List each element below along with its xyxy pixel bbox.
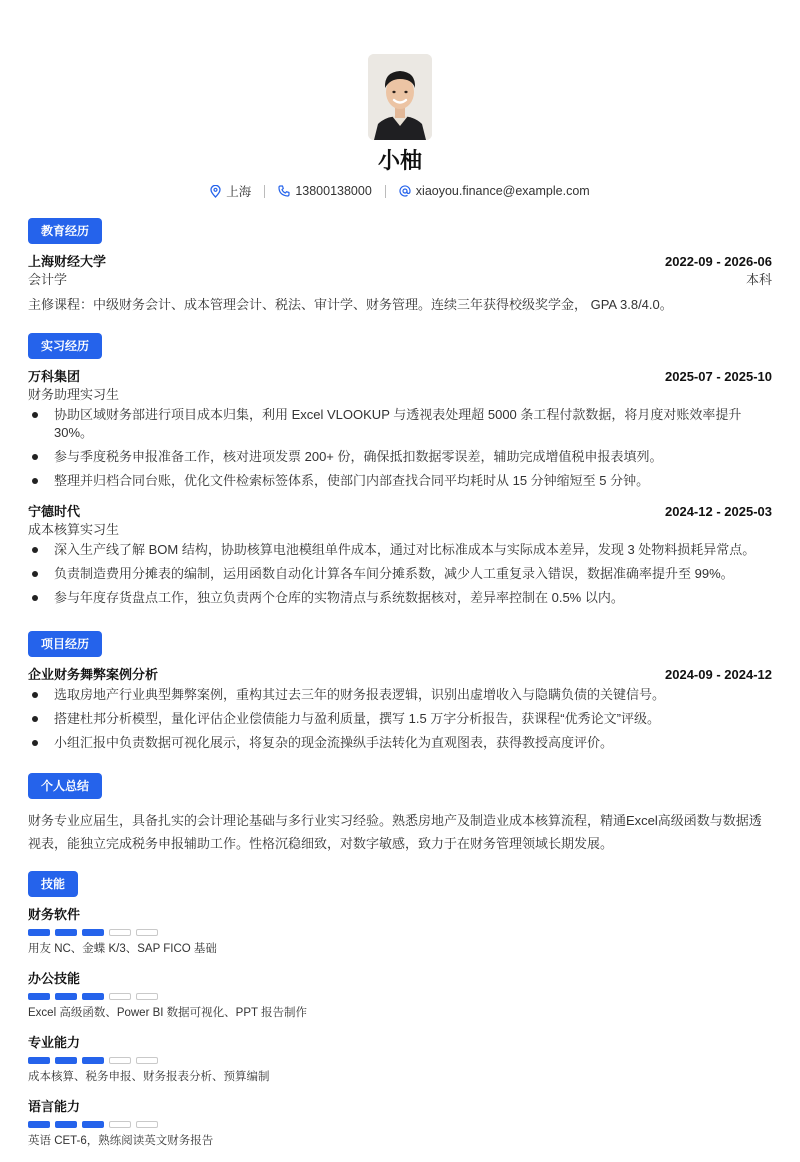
skill-title: 财务软件 bbox=[28, 907, 81, 922]
list-item: 参与季度税务申报准备工作，核对进项发票 200+ 份，确保抵扣数据零误差，辅助完成增值税申报表填列。 bbox=[28, 448, 772, 466]
skill-level-bars bbox=[28, 1057, 772, 1064]
skill-level-bar-filled bbox=[28, 1057, 50, 1064]
project-date: 2024-09 - 2024-12 bbox=[665, 667, 772, 682]
skill-item bbox=[28, 906, 772, 956]
project-entry bbox=[28, 666, 772, 758]
skill-level-bars bbox=[28, 993, 772, 1000]
skill-level-bar-empty bbox=[136, 1057, 158, 1064]
skill-level-bar-filled bbox=[28, 1121, 50, 1128]
skill-level-bar-filled bbox=[82, 1121, 104, 1128]
role-title: 财务助理实习生 bbox=[28, 387, 120, 402]
internship-section-tag: 实习经历 bbox=[28, 333, 102, 359]
skill-level-bar-filled bbox=[55, 929, 77, 936]
skill-level-bar-filled bbox=[28, 993, 50, 1000]
location-item bbox=[210, 182, 251, 200]
contact-divider bbox=[264, 185, 265, 198]
phone-icon bbox=[278, 185, 290, 197]
internship-entry bbox=[28, 503, 772, 613]
education-detail: 主修课程：中级财务会计、成本管理会计、税法、审计学、财务管理。连续三年获得校级奖学金， GPA 3.8/4.0。 bbox=[28, 297, 673, 312]
list-item: 整理并归档合同台账，优化文件检索标签体系，使部门内部查找合同平均耗时从 15 分钟缩短至 5 分钟。 bbox=[28, 472, 772, 490]
resume-header bbox=[0, 54, 800, 200]
skill-level-bars bbox=[28, 929, 772, 936]
list-item: 选取房地产行业典型舞弊案例，重构其过去三年的财务报表逻辑，识别出虚增收入与隐瞒负债的关键信号。 bbox=[28, 686, 772, 704]
school-name: 上海财经大学 bbox=[28, 254, 107, 269]
skill-level-bar-filled bbox=[55, 1057, 77, 1064]
education-entry bbox=[28, 253, 772, 315]
email-item[interactable] bbox=[399, 184, 590, 198]
education-section-tag: 教育经历 bbox=[28, 218, 102, 244]
list-item: 小组汇报中负责数据可视化展示，将复杂的现金流操纵手法转化为直观图表，获得教授高度评价。 bbox=[28, 734, 772, 752]
project-name: 企业财务舞弊案例分析 bbox=[28, 667, 159, 682]
avatar bbox=[368, 54, 432, 140]
bullet-list bbox=[28, 406, 772, 490]
email-text: xiaoyou.finance@example.com bbox=[415, 184, 590, 198]
summary-entry bbox=[28, 809, 772, 855]
skill-level-bar-empty bbox=[109, 1057, 131, 1064]
skill-description: 成本核算、税务申报、财务报表分析、预算编制 bbox=[28, 1071, 270, 1083]
company-name: 宁德时代 bbox=[28, 504, 81, 519]
project-section-tag: 项目经历 bbox=[28, 631, 102, 657]
internship-date: 2024-12 - 2025-03 bbox=[665, 504, 772, 519]
skill-description: 用友 NC、金蝶 K/3、SAP FICO 基础 bbox=[28, 943, 217, 955]
major: 会计学 bbox=[28, 272, 68, 287]
list-item: 搭建杜邦分析模型，量化评估企业偿债能力与盈利质量，撰写 1.5 万字分析报告，获课程“优秀论文”评级。 bbox=[28, 710, 772, 728]
skills-section-tag: 技能 bbox=[28, 871, 78, 897]
role-title: 成本核算实习生 bbox=[28, 522, 120, 537]
skill-item bbox=[28, 1098, 772, 1148]
skill-item bbox=[28, 1034, 772, 1084]
skill-level-bar-empty bbox=[109, 1121, 131, 1128]
summary-text: 财务专业应届生，具备扎实的会计理论基础与多行业实习经验。熟悉房地产及制造业成本核算流程，精通Excel高级函数与数据透视表，能独立完成税务申报辅助工作。性格沉稳细致，对数字敏感，致力于在财务管理领域长期发展。 bbox=[28, 813, 762, 851]
skill-title: 语言能力 bbox=[28, 1099, 81, 1114]
contact-line bbox=[0, 182, 800, 200]
skill-level-bar-empty bbox=[136, 1121, 158, 1128]
summary-section-tag: 个人总结 bbox=[28, 773, 102, 799]
skill-level-bar-filled bbox=[28, 929, 50, 936]
at-sign-icon bbox=[399, 185, 411, 197]
degree: 本科 bbox=[745, 272, 772, 287]
location-pin-icon bbox=[210, 185, 221, 198]
skill-item bbox=[28, 970, 772, 1020]
internship-date: 2025-07 - 2025-10 bbox=[665, 369, 772, 384]
bullet-list bbox=[28, 686, 772, 752]
location-text: 上海 bbox=[226, 185, 252, 199]
skill-level-bar-filled bbox=[55, 1121, 77, 1128]
skill-title: 办公技能 bbox=[28, 971, 81, 986]
skill-description: 英语 CET-6，熟练阅读英文财务报告 bbox=[28, 1135, 214, 1147]
skill-level-bar-filled bbox=[82, 929, 104, 936]
list-item: 协助区域财务部进行项目成本归集，利用 Excel VLOOKUP 与透视表处理超 5000 条工程付款数据，将月度对账效率提升30%。 bbox=[28, 406, 772, 442]
skill-level-bar-empty bbox=[136, 929, 158, 936]
skill-level-bar-filled bbox=[82, 1057, 104, 1064]
internship-entry bbox=[28, 368, 772, 496]
skill-description: Excel 高级函数、Power BI 数据可视化、PPT 报告制作 bbox=[28, 1007, 308, 1019]
contact-divider bbox=[385, 185, 386, 198]
candidate-name: 小柚 bbox=[377, 148, 422, 173]
skill-level-bar-empty bbox=[109, 993, 131, 1000]
list-item: 负责制造费用分摊表的编制，运用函数自动化计算各车间分摊系数，减少人工重复录入错误，数据准确率提升至 99%。 bbox=[28, 565, 772, 583]
bullet-list bbox=[28, 541, 772, 607]
list-item: 深入生产线了解 BOM 结构，协助核算电池模组单件成本，通过对比标准成本与实际成本差异，发现 3 处物料损耗异常点。 bbox=[28, 541, 772, 559]
skill-level-bar-filled bbox=[55, 993, 77, 1000]
skill-level-bar-empty bbox=[136, 993, 158, 1000]
company-name: 万科集团 bbox=[28, 369, 81, 384]
skill-list bbox=[28, 906, 772, 1162]
skill-level-bars bbox=[28, 1121, 772, 1128]
list-item: 参与年度存货盘点工作，独立负责两个仓库的实物清点与系统数据核对，差异率控制在 0.5% 以内。 bbox=[28, 589, 772, 607]
skill-title: 专业能力 bbox=[28, 1035, 81, 1050]
skill-level-bar-filled bbox=[82, 993, 104, 1000]
education-date: 2022-09 - 2026-06 bbox=[665, 254, 772, 269]
phone-item[interactable] bbox=[278, 184, 371, 198]
skill-level-bar-empty bbox=[109, 929, 131, 936]
phone-text: 13800138000 bbox=[295, 184, 372, 198]
